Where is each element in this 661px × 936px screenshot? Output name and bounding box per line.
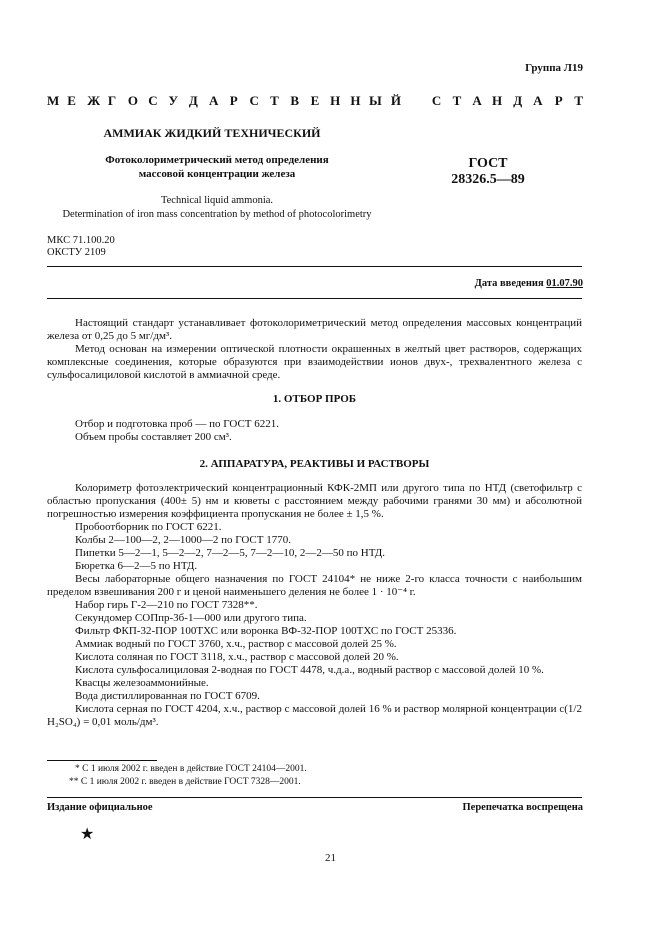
banner-letter: С — [148, 93, 158, 108]
gost-number: 28326.5—89 — [451, 172, 525, 187]
banner-letter: Т — [452, 93, 462, 108]
banner-letter: Д — [513, 93, 523, 108]
official-edition-label: Издание официальное — [47, 802, 153, 813]
standard-banner — [47, 93, 583, 109]
section-2-item: Кислота серная по ГОСТ 4204, х.ч., раствор с массовой долей 16 % и раствор молярной концентрации c(1/2 H₂SO₄) = 0,01 моль/дм³. — [47, 703, 582, 728]
banner-letter: Ы — [368, 93, 382, 108]
banner-letter: Т — [574, 93, 583, 108]
banner-letter: Н — [491, 93, 503, 108]
okstu-code: ОКСТУ 2109 — [47, 247, 106, 258]
english-line-2: Determination of iron mass concentration by method of photocolorimetry — [62, 209, 372, 220]
footnotes — [47, 763, 582, 789]
banner-letter: Д — [188, 93, 198, 108]
section-2-item: Фильтр ФКП-32-ПОР 100ТХС или воронка ВФ-32-ПОР 100ТХС по ГОСТ 25336. — [75, 625, 457, 637]
gost-label: ГОСТ — [468, 156, 508, 171]
footnote-2: ** С 1 июля 2002 г. введен в действие ГОСТ 7328—2001. — [69, 777, 301, 787]
section-2-heading: 2. АППАРАТУРА, РЕАКТИВЫ И РАСТВОРЫ — [199, 458, 430, 470]
section-2-item: Кислота сульфосалициловая 2-водная по ГОСТ 4478, ч.д.а., водный раствор с массовой долей 10 %. — [75, 664, 544, 676]
section-2-item: Пипетки 5—2—1, 5—2—2, 7—2—5, 7—2—10, 2—2—50 по НТД. — [75, 547, 385, 559]
section-1-paragraph-1: Отбор и подготовка проб — по ГОСТ 6221. — [75, 418, 279, 430]
classification-codes — [47, 235, 115, 259]
banner-letter: Т — [270, 93, 279, 108]
section-2-item: Бюретка 6—2—5 по НТД. — [75, 560, 198, 572]
banner-letter: В — [290, 93, 300, 108]
banner-letter: М — [47, 93, 60, 108]
footer-divider — [47, 797, 582, 798]
section-1-paragraph-2: Объем пробы составляет 200 см³. — [75, 431, 232, 443]
intro-date — [475, 278, 583, 289]
mks-code: МКС 71.100.20 — [47, 235, 115, 246]
banner-letter: А — [472, 93, 482, 108]
banner-letter: Н — [350, 93, 361, 108]
banner-letter: А — [209, 93, 219, 108]
banner-letter: Е — [310, 93, 320, 108]
section-2-item: Вода дистиллированная по ГОСТ 6709. — [75, 690, 260, 702]
section-2-item: Весы лабораторные общего назначения по ГОСТ 24104* не ниже 2-го класса точности с наибольшим пределом взвешивания 200 г и ценой наименьшего деления не более 1 · 10⁻⁴ г. — [47, 573, 582, 598]
section-2-item: Аммиак водный по ГОСТ 3760, х.ч., раствор с массовой долей 25 %. — [75, 638, 397, 650]
intro-date-value: 01.07.90 — [546, 278, 583, 289]
section-2-item: Кислота соляная по ГОСТ 3118, х.ч., раствор с массовой долей 20 %. — [75, 651, 399, 663]
banner-letter: Н — [330, 93, 341, 108]
subtitle-line-1: Фотоколориметрический метод определения — [105, 154, 329, 166]
section-2-text — [47, 482, 582, 729]
footnote-divider — [47, 760, 157, 761]
banner-letter: Р — [554, 93, 563, 108]
section-2-item: Набор гирь Г-2—210 по ГОСТ 7328**. — [75, 599, 258, 611]
banner-letter: Р — [229, 93, 238, 108]
banner-letter: А — [533, 93, 543, 108]
footnote-1: * С 1 июля 2002 г. введен в действие ГОСТ 24104—2001. — [75, 764, 307, 774]
section-2-item: Колориметр фотоэлектрический концентрационный КФК-2МП или другого типа по НТД (светофильтр с областью пропускания (400± 5) нм и кюветы с расстоянием между рабочими гранями 30 мм) и абсолютной погрешностью измерения коэффициента пропускания не более ± 1,5 %. — [47, 482, 582, 520]
english-line-1: Technical liquid ammonia. — [160, 195, 274, 206]
banner-letter: Г — [107, 93, 117, 108]
banner-letter: О — [127, 93, 139, 108]
document-title: АММИАК ЖИДКИЙ ТЕХНИЧЕСКИЙ — [103, 126, 321, 140]
banner-letter: Е — [67, 93, 76, 108]
page-number: 21 — [325, 852, 336, 864]
section-1-text — [47, 418, 582, 444]
intro-date-label: Дата введения — [474, 278, 544, 289]
section-2-item: Колбы 2—100—2, 2—1000—2 по ГОСТ 1770. — [75, 534, 291, 546]
document-subtitle — [47, 153, 387, 181]
english-title — [47, 194, 387, 222]
subtitle-line-2: массовой концентрации железа — [138, 168, 296, 180]
banner-letter: Й — [390, 93, 401, 108]
gost-designation — [395, 156, 581, 188]
intro-divider — [47, 298, 582, 299]
banner-letter: С — [249, 93, 259, 108]
section-2-item: Квасцы железоаммонийные. — [75, 677, 209, 689]
intro-text — [47, 317, 582, 382]
section-2-item: Секундомер СОПпр-3б-1—000 или другого типа. — [75, 612, 307, 624]
section-2-item: Пробоотборник по ГОСТ 6221. — [75, 521, 222, 533]
group-code: Группа Л19 — [525, 62, 583, 74]
section-1-heading: 1. ОТБОР ПРОБ — [272, 393, 357, 405]
header-divider — [47, 266, 582, 267]
intro-paragraph-2: Метод основан на измерении оптической плотности окрашенных в желтый цвет растворов, содержащих комплексные соединения, которые образуются при взаимодействии ионов двух-, трехвалентного железа с сульфосалициловой кислотой в аммиачной среде. — [47, 343, 582, 381]
banner-letter: Ж — [87, 93, 101, 108]
intro-paragraph-1: Настоящий стандарт устанавливает фотоколориметрический метод определения массовых концентраций железа от 0,25 до 5 мг/дм³. — [47, 317, 582, 342]
star-icon: ★ — [80, 826, 95, 843]
banner-letter: У — [168, 93, 179, 108]
banner-letter: С — [431, 93, 442, 108]
reprint-prohibited-label: Перепечатка воспрещена — [462, 802, 583, 813]
